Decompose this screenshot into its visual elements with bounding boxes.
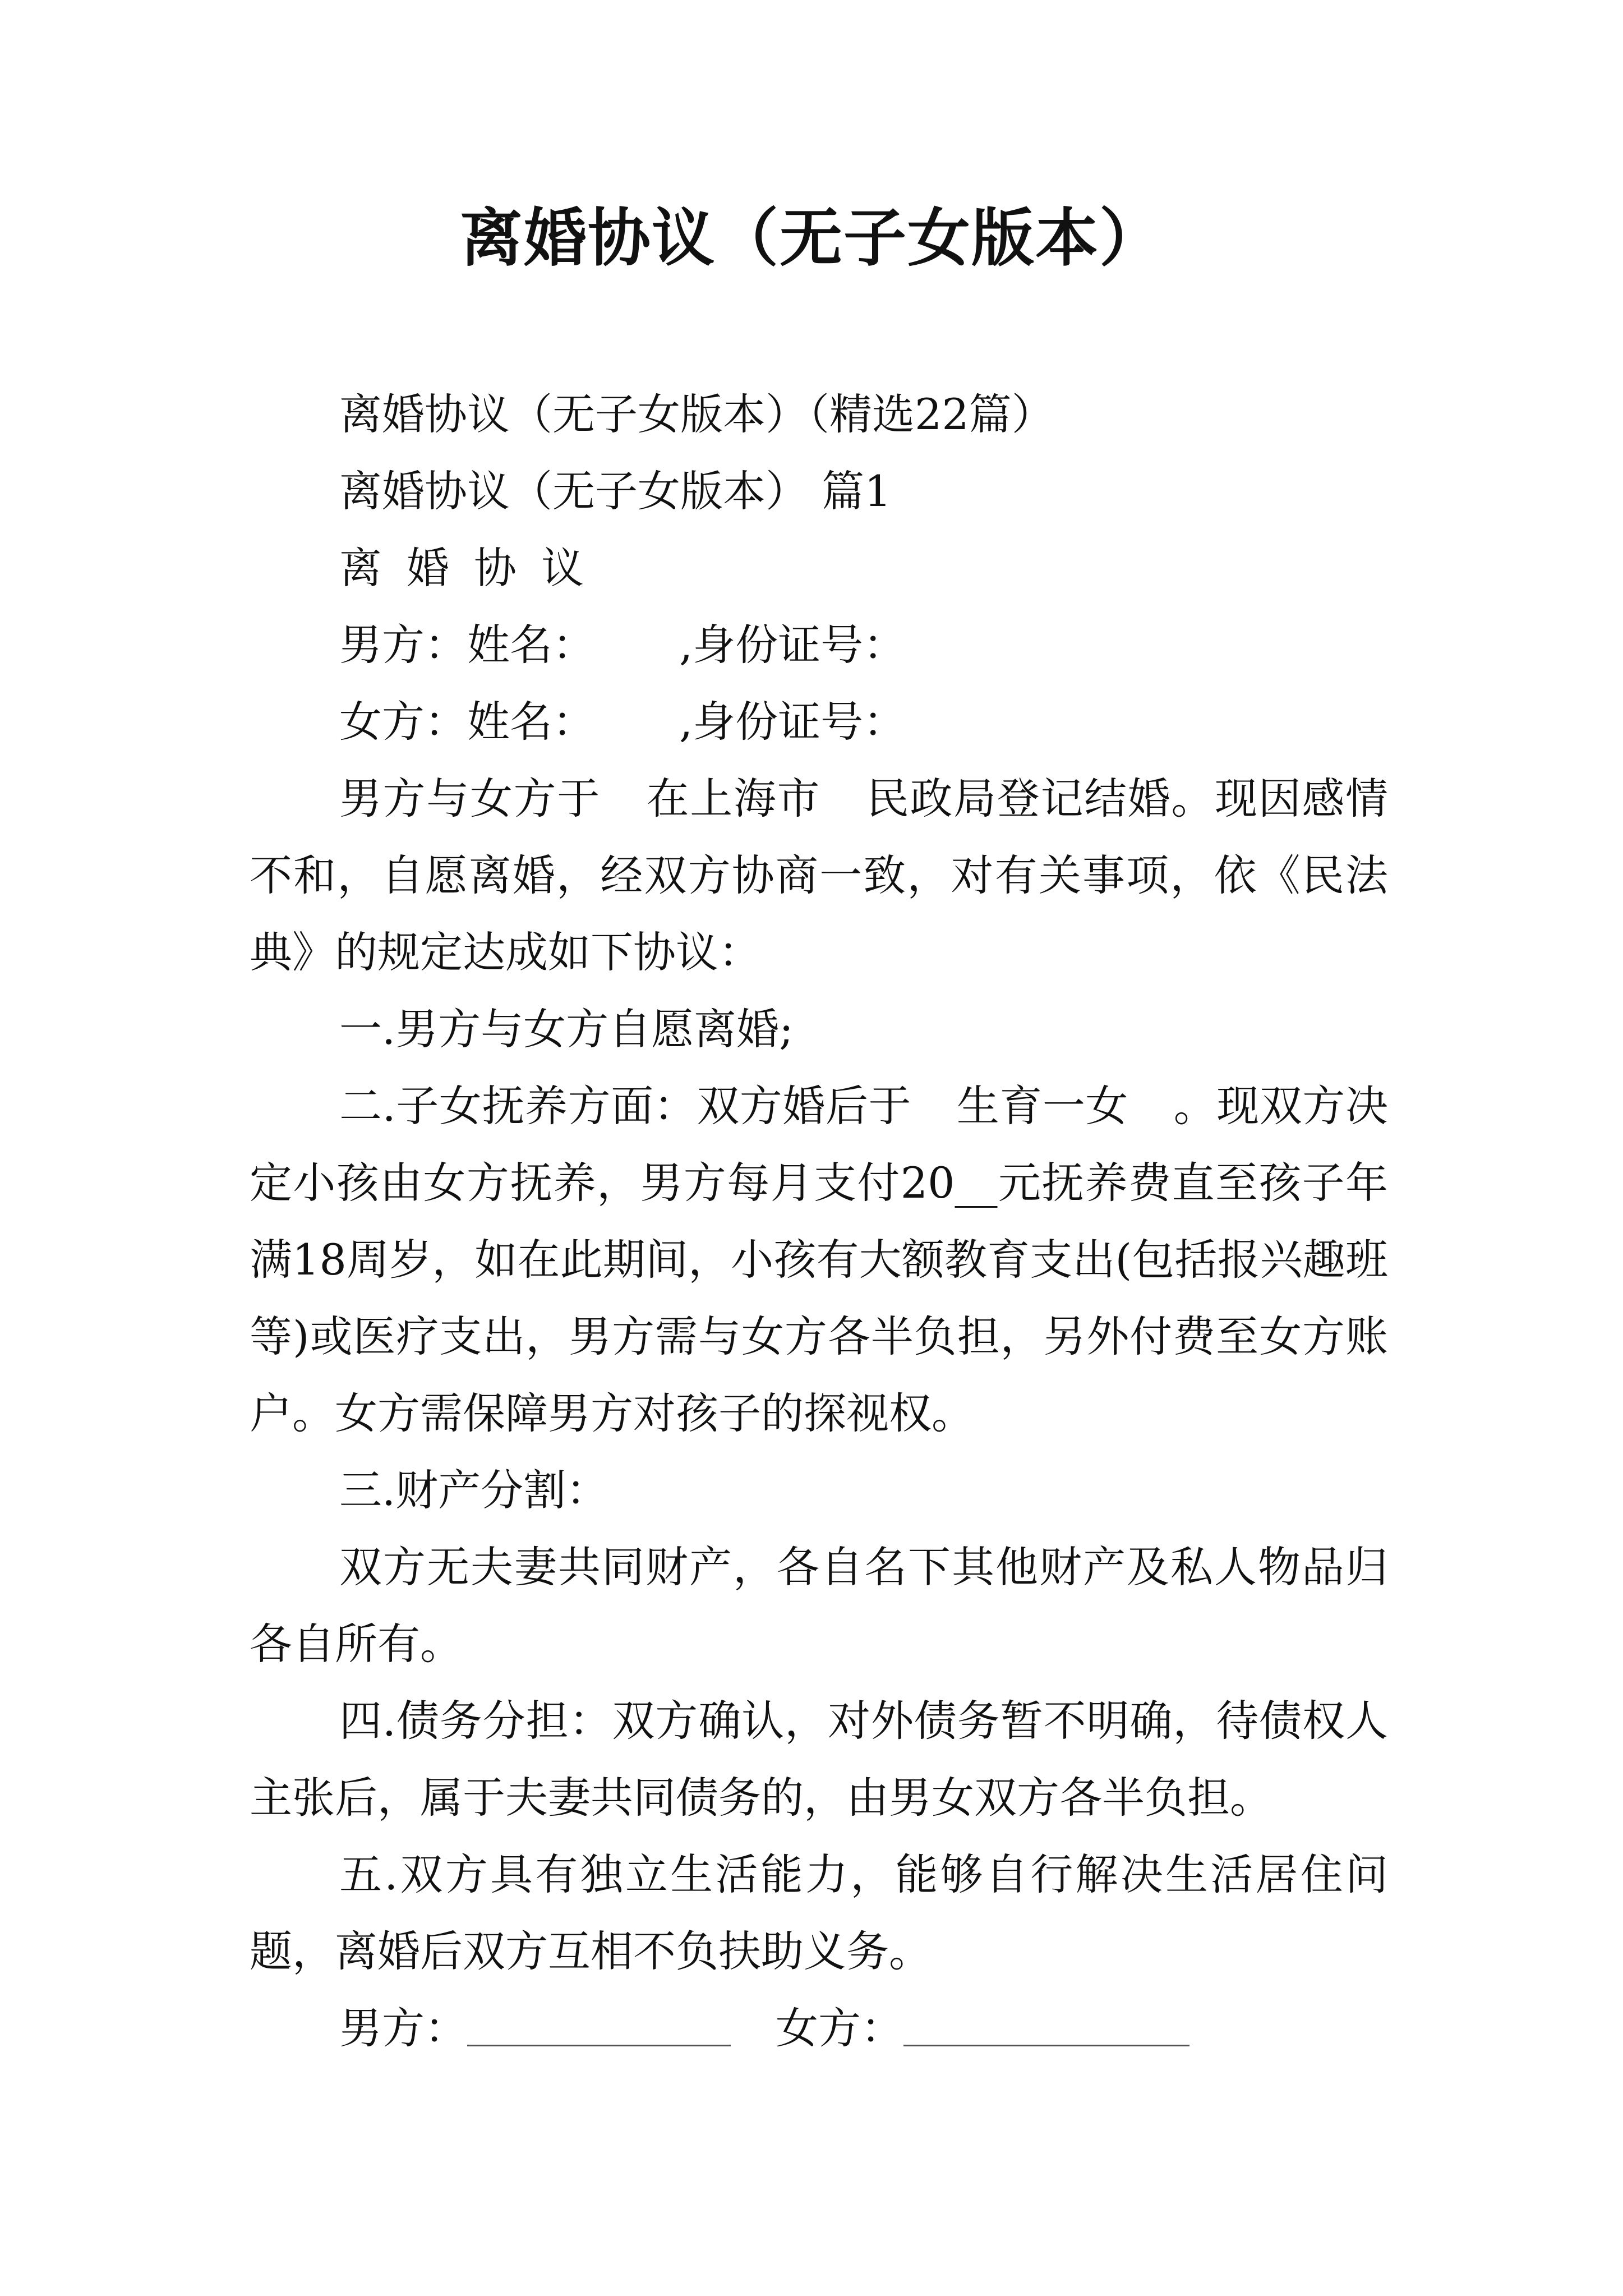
text-fragment: 民政局登记结婚。现因感情不和，自愿离婚，经双方协商一致，对有关事项，依《民法典》的规定达成如下协议： <box>250 774 1389 977</box>
paragraph-collection-title: 离婚协议（无子女版本）（精选22篇） <box>339 389 1054 439</box>
signature-row <box>250 1990 1388 2067</box>
paragraph-clause-4: 四.债务分担：双方确认，对外债务暂不明确，待债权人主张后，属于夫妻共同债务的，由男女双方各半负担。 <box>250 1696 1388 1823</box>
text-fragment: 男方与女方于 <box>339 774 601 823</box>
document-title: 离婚协议（无子女版本） <box>460 201 1163 275</box>
paragraph-marriage-registration <box>250 760 1388 991</box>
paragraph-clause-1: 一.男方与女方自愿离婚; <box>339 1004 794 1054</box>
female-id-label: ,身份证号： <box>679 697 906 747</box>
male-name-label: 男方：姓名： <box>339 620 595 670</box>
paragraph-property: 双方无夫妻共同财产，各自名下其他财产及私人物品归各自所有。 <box>250 1542 1388 1669</box>
male-signature-label: 男方： <box>339 2003 467 2053</box>
text-fragment: 生育一女 <box>956 1081 1129 1131</box>
text-fragment: 。现双方决定小孩由女方抚养，男方每月支付20__元抚养费直至孩子年满18周岁，如在此期间，小孩有大额教育支出(包括报兴趣班等)或医疗支出，男方需与女方各半负担，另外付费至女方账户。女方需保障男方对孩子的探视权。 <box>250 1081 1389 1438</box>
paragraph-agreement-heading: 离婚协议 <box>339 543 608 593</box>
text-fragment: 在上海市 <box>645 774 821 823</box>
paragraph-section-heading: 离婚协议（无子女版本） 篇1 <box>339 466 892 516</box>
male-signature-line <box>467 2011 731 2046</box>
female-signature-line <box>903 2011 1189 2046</box>
paragraph-female-party <box>250 683 1388 760</box>
paragraph-clause-2 <box>250 1068 1388 1452</box>
paragraph-male-party <box>250 606 1388 683</box>
paragraph-clause-3: 三.财产分割： <box>339 1465 609 1515</box>
paragraph-clause-5: 五.双方具有独立生活能力，能够自行解决生活居住问题，离婚后双方互相不负扶助义务。 <box>250 1849 1388 1976</box>
female-signature-label: 女方： <box>776 2003 903 2053</box>
female-name-label: 女方：姓名： <box>339 697 595 747</box>
male-id-label: ,身份证号： <box>679 620 906 670</box>
document-body <box>250 376 1388 2067</box>
text-fragment: 二.子女抚养方面：双方婚后于 <box>339 1081 912 1131</box>
